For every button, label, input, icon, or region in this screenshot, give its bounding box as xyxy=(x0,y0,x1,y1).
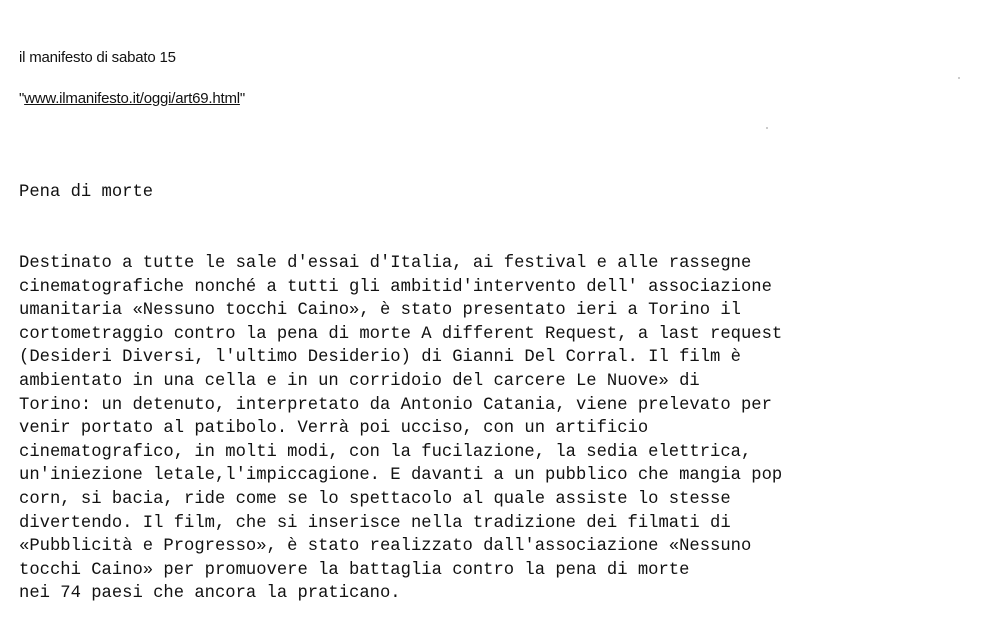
url-quote-close: " xyxy=(239,90,246,107)
article-line: (Desideri Diversi, l'ultimo Desiderio) di Gianni Del Corral. Il film è xyxy=(19,348,741,368)
source-line: il manifesto di sabato 15 xyxy=(19,49,176,66)
article-line: un'iniezione letale,l'impiccagione. E davanti a un pubblico che mangia pop xyxy=(19,466,783,486)
article-line: nei 74 paesi che ancora la praticano. xyxy=(19,584,401,604)
article-title: Pena di morte xyxy=(19,183,154,202)
article-line: tocchi Caino» per promuovere la battaglia contro la pena di morte xyxy=(19,560,690,580)
article-line: corn, si bacia, ride come se lo spettacolo al quale assiste lo stesse xyxy=(19,489,731,509)
article-line: venir portato al patibolo. Verrà poi ucciso, con un artificio xyxy=(19,419,649,439)
article-line: umanitaria «Nessuno tocchi Caino», è stato presentato ieri a Torino il xyxy=(19,301,741,321)
article-line: cinematografiche nonché a tutti gli ambitid'intervento dell' associazione xyxy=(19,277,772,297)
article-line: Destinato a tutte le sale d'essai d'Italia, ai festival e alle rassegne xyxy=(19,254,752,273)
url-quote-open: " xyxy=(19,90,25,107)
article-line: ambientato in una cella e in un corridoio del carcere Le Nuove» di xyxy=(19,371,700,391)
source-url-line xyxy=(19,90,245,107)
article-line: divertendo. Il film, che si inserisce nella tradizione dei filmati di xyxy=(19,513,731,533)
article-url-link[interactable]: www.ilmanifesto.it/oggi/art69.html xyxy=(24,90,240,107)
scan-speck xyxy=(766,127,768,129)
article-line: «Pubblicità e Progresso», è stato realizzato dall'associazione «Nessuno xyxy=(19,537,752,557)
article-line: cortometraggio contro la pena di morte A different Request, a last request xyxy=(19,324,783,344)
scan-speck xyxy=(958,77,960,79)
article-line: cinematografico, in molti modi, con la fucilazione, la sedia elettrica, xyxy=(19,442,752,462)
article-body xyxy=(19,252,979,606)
article-line: Torino: un detenuto, interpretato da Antonio Catania, viene prelevato per xyxy=(19,395,772,415)
